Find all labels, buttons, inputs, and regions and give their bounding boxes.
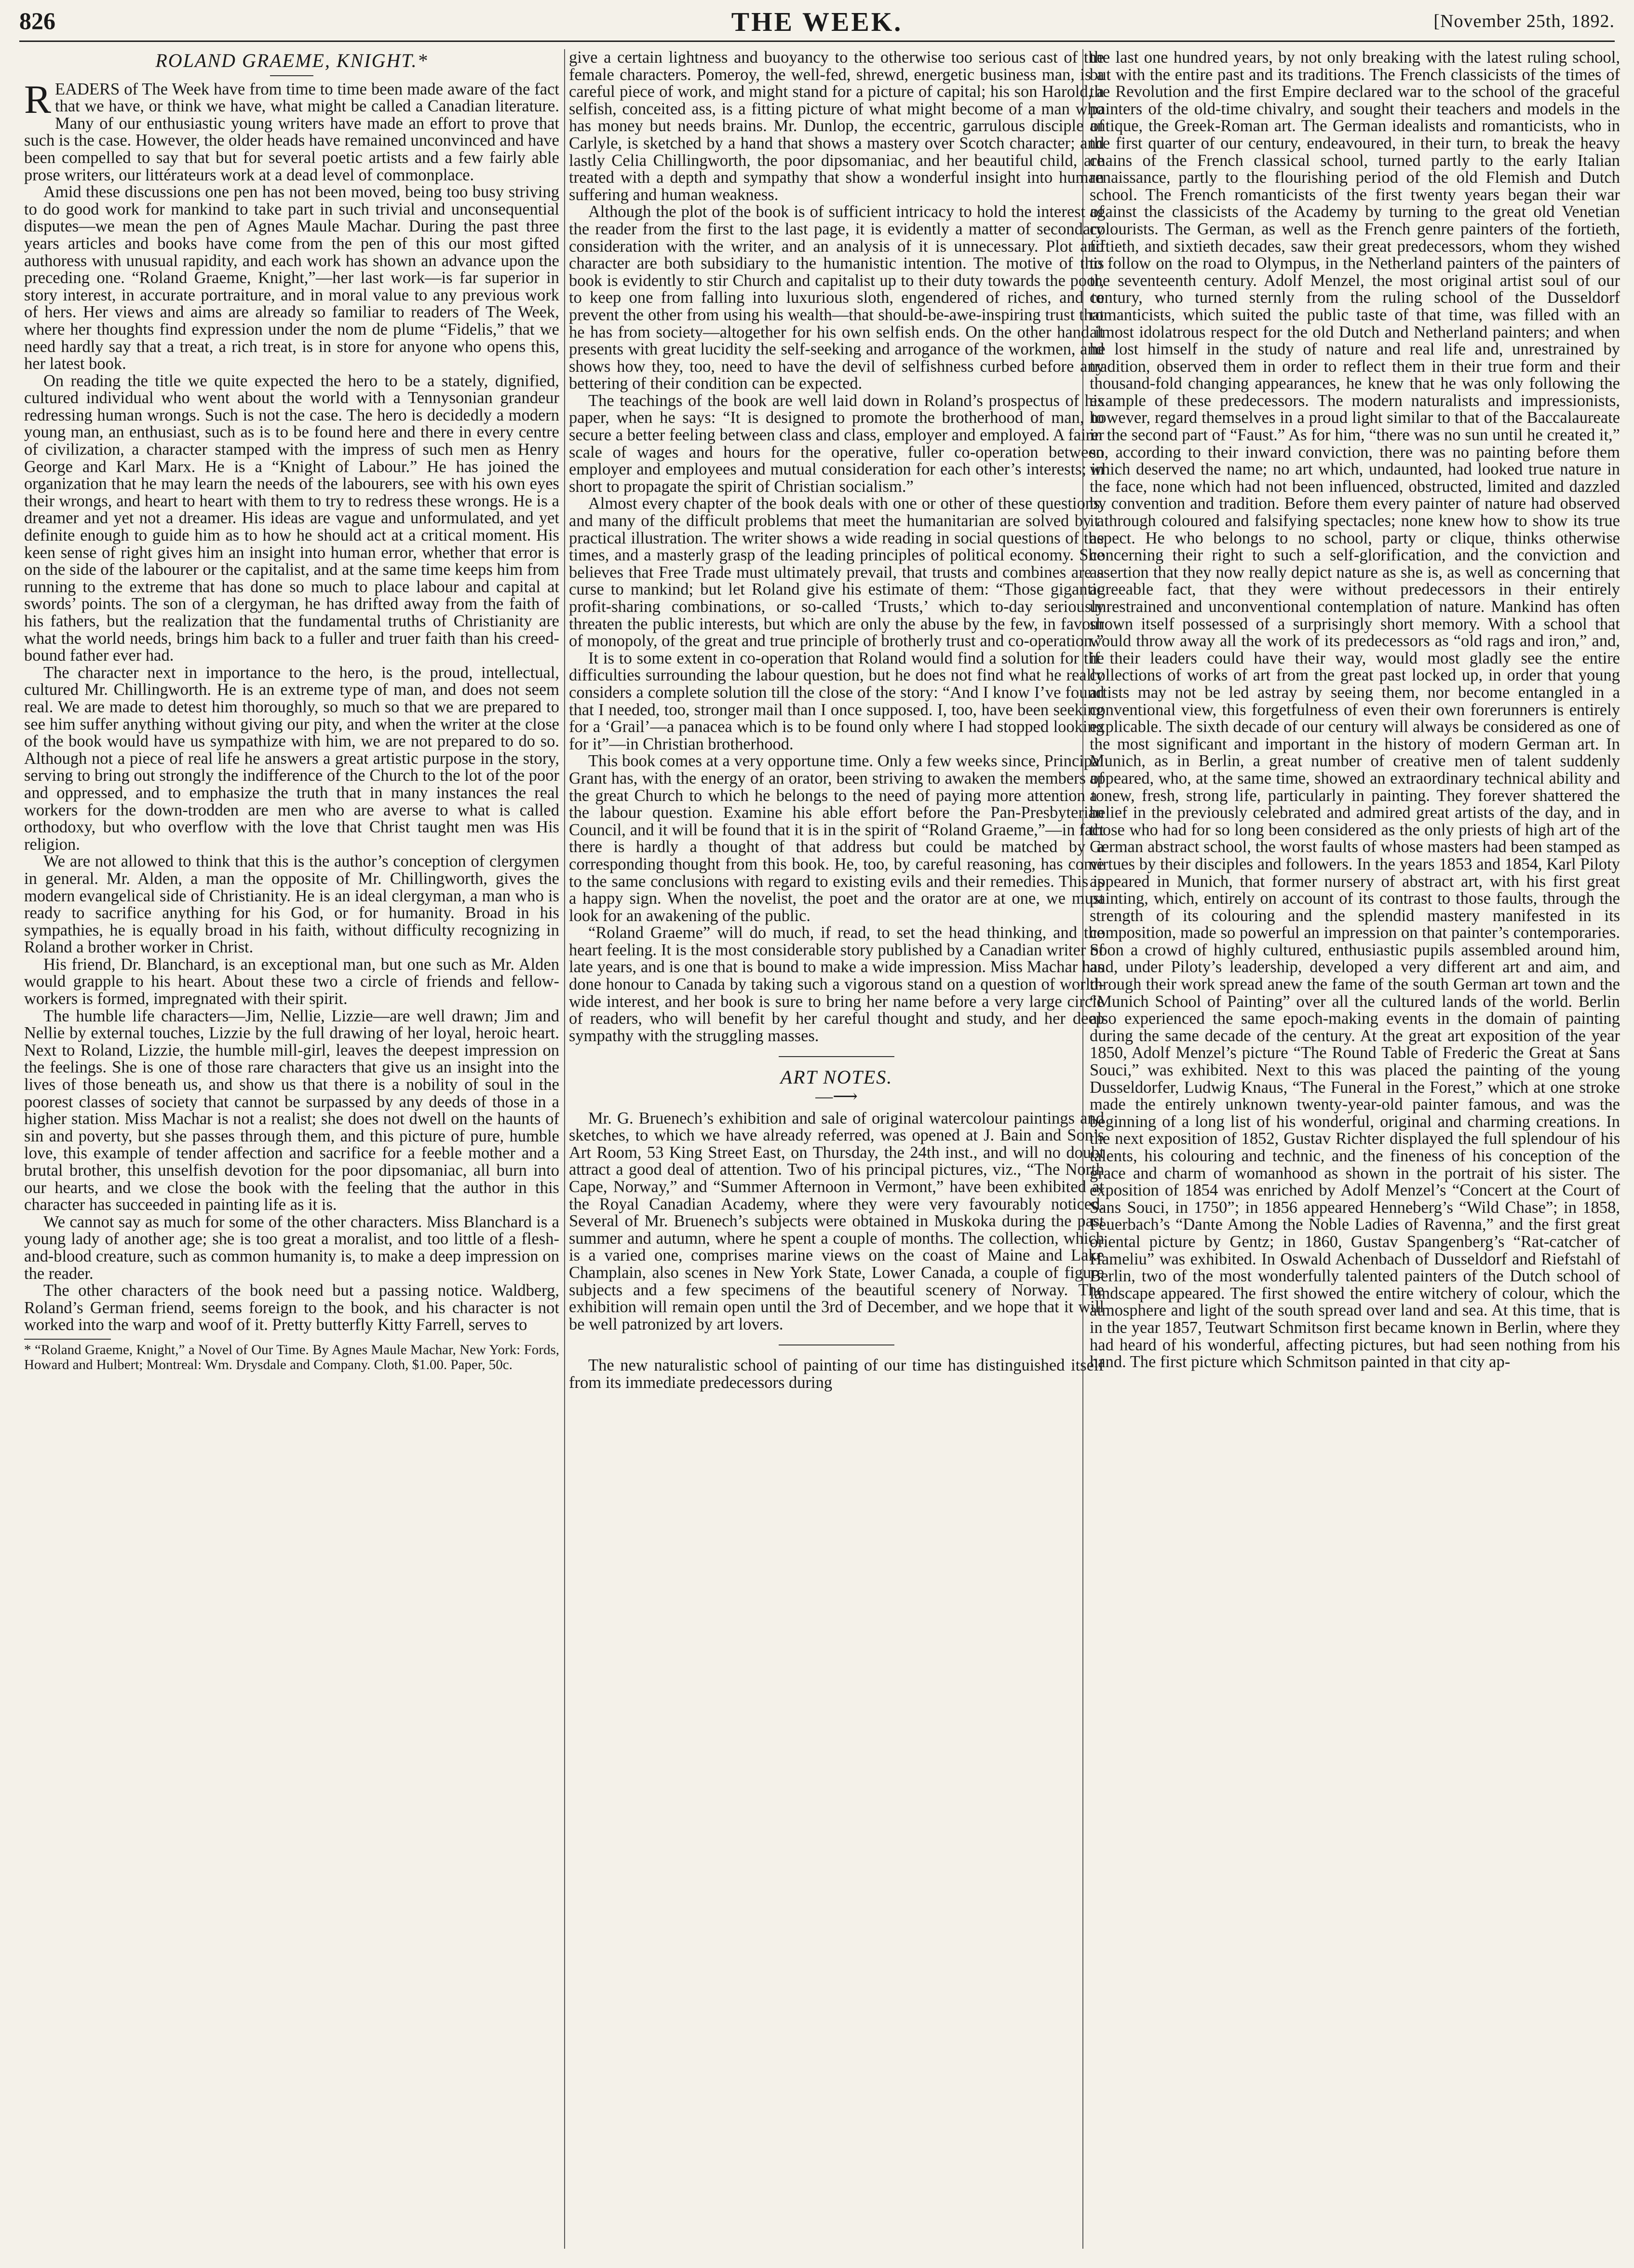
article-paragraph: Amid these discussions one pen has not been moved, being too busy striving to do good work for mankind to take part in such trivial and unconsequential disputes—we mean the pen of Agnes Maule Machar. During the past three years articles and books have come from the pen of this our most gifted authoress with unusual rapidity, and each work has shown an advance upon the preceding one. “Roland Graeme, Knight,”—her last work—is far superior in story interest, in accurate portraiture, and in moral value to any previous work of hers. Her views and aims are already so familiar to readers of The Week, where her thoughts find expression under the nom de plume “Fidelis,” that we need hardly say that a treat, a rich treat, is in store for anyone who opens this, her latest book. <box>24 183 559 373</box>
article-paragraph: The other characters of the book need but a passing notice. Waldberg, Roland’s German friend, seems foreign to the book, and his character is not worked into the warp and woof of it. Pretty butterfly Kitty Farrell, serves to <box>24 1281 559 1334</box>
article-paragraph: The teachings of the book are well laid down in Roland’s prospectus of his paper, when he says: “It is designed to promote the brotherhood of man, to secure a better feeling between class and class, employer and employed. A fairer scale of wages and hours for the operative, fuller co-operation between employer and employees and mutual consideration for each other’s interests; in short to propagate the spirit of Christian socialism.” <box>569 391 1104 496</box>
article-paragraph: give a certain lightness and buoyancy to the otherwise too serious cast of the female characters. Pomeroy, the well-fed, shrewd, energetic business man, is a careful piece of work, and might stand for a picture of capital; his son Harold, a selfish, conceited ass, is a fitting picture of what might become of a man who has money but needs brains. Mr. Dunlop, the eccentric, garrulous disciple of Carlyle, is sketched by a hand that shows a mastery over Scotch character; and lastly Celia Chillingworth, the poor dipsomaniac, and her beautiful child, are treated with a depth and sympathy that show a wonderful insight into human suffering and human weakness. <box>569 48 1104 204</box>
article-heading: ROLAND GRAEME, KNIGHT.* <box>155 50 428 71</box>
art-notes-paragraph: Mr. G. Bruenech’s exhibition and sale of original watercolour paintings and sketches, to which we have already referred, was opened at J. Bain and Son’s Art Room, 53 King Street East, on Thursday, the 24th inst., and will no doubt attract a good deal of attention. Two of his principal pictures, viz., “The North Cape, Norway,” and “Summer Afternoon in Vermont,” have been exhibited at the Royal Canadian Academy, where they were very favourably noticed. Several of Mr. Bruenech’s subjects were obtained in Muskoka during the past summer and autumn, where he spent a couple of months. The collection, which is a varied one, comprises marine views on the coast of Maine and Lake Champlain, also scenes in New York State, Lower Canada, a couple of figure subjects and a few specimens of the beautiful scenery of Norway. The exhibition will remain open until the 3rd of December, and we hope that it will be well patronized by art lovers. <box>569 1109 1104 1333</box>
header-rule <box>19 41 1615 42</box>
article-paragraph: “Roland Graeme” will do much, if read, to set the head thinking, and the heart feeling. It is the most considerable story published by a Canadian writer of late years, and is one that is bound to make a wide impression. Miss Machar has done honour to Canada by taking such a vigorous stand on a question of world-wide interest, and her book is sure to bring her name before a very large circle of readers, who will benefit by her careful thought and study, and her deep sympathy with the struggling masses. <box>569 923 1104 1045</box>
masthead <box>19 7 1615 38</box>
article-paragraph: We cannot say as much for some of the other characters. Miss Blanchard is a young lady of another age; she is too great a moralist, and too little of a flesh-and-blood creature, such as common humanity is, to make a deep impression on the reader. <box>24 1212 559 1283</box>
issue-date: [November 25th, 1892. <box>1433 11 1615 31</box>
article-paragraph: It is to some extent in co-operation that Roland would find a solution for the difficulties surrounding the labour question, but he does not find what he really considers a complete solution till the close of the story: “And I know I’ve found that I needed, too, stronger mail than I once supposed. I, too, have been seeking for a ‘Grail’—a panacea which is to be found only where I had stopped looking for it”—in Christian brotherhood. <box>569 649 1104 753</box>
article-paragraph: We are not allowed to think that this is the author’s conception of clergymen in general. Mr. Alden, a man the opposite of Mr. Chillingworth, gives the modern evangelical side of Christianity. He is an ideal clergyman, a man who is ready to sacrifice anything for his God, or for humanity. Broad in his sympathies, he is equally broad in his faith, without difficulty recognizing in Roland a brother worker in Christ. <box>24 852 559 957</box>
footnote: * “Roland Graeme, Knight,” a Novel of Our Time. By Agnes Maule Machar, New York: Fords, Howard and Hulbert; Montreal: Wm. Drysdale and Company. Cloth, $1.00. Paper, 50c. <box>24 1342 559 1372</box>
article-paragraph: Almost every chapter of the book deals with one or other of these questions, and many of the difficult problems that meet the humanitarian are solved by a practical illustration. The writer shows a wide reading in social questions of the times, and a masterly grasp of the leading principles of political economy. She believes that Free Trade must ultimately prevail, that trusts and combines are a curse to mankind; but let Roland give his estimate of them: “Those gigantic profit-sharing combinations, or so-called ‘Trusts,’ which to-day seriously threaten the public interests, but which are only the abuse by the few, in favour of monopoly, of the great and true principle of brotherly trust and co-operation.” <box>569 494 1104 651</box>
column-1 <box>24 49 559 1372</box>
art-notes-heading: ART NOTES. <box>780 1066 893 1088</box>
column-2 <box>569 49 1104 1392</box>
column-3 <box>1090 49 1620 1371</box>
drop-cap: R <box>24 77 52 122</box>
article-paragraph: On reading the title we quite expected the hero to be a stately, dignified, cultured individual who went about the world with a Tennysonian grandeur redressing human wrongs. Such is not the case. The hero is decidedly a modern young man, an enthusiast, such as is to be found here and there in every centre of civilization, a character stamped with the impress of such men as Henry George and Karl Marx. He is a “Knight of Labour.” He has joined the organization that he may learn the needs of the labourers, see with his own eyes their wrongs, and heart to heart with them to try to redress these wrongs. He is a dreamer and yet not a dreamer. His ideas are vague and unformulated, and yet definite enough to guide him as to how he should act at a critical moment. His keen sense of right gives him an insight into human error, whether that error is on the side of the labourer or the capitalist, and at the same time keeps him from running to the extreme that has done so much to place labour and capital at swords’ points. The son of a clergyman, he has drifted away from the faith of his fathers, but the realization that the fundamental truths of Christianity are what the world needs, brings him back to a fuller and truer faith than his creed-bound father ever had. <box>24 371 559 665</box>
page-number: 826 <box>19 7 55 34</box>
publication-title: THE WEEK. <box>731 7 903 37</box>
art-notes-paragraph: The new naturalistic school of painting of our time has distinguished itself from its immediate predecessors during <box>569 1356 1104 1392</box>
article-paragraph: The humble life characters—Jim, Nellie, Lizzie—are well drawn; Jim and Nellie by external touches, Lizzie by the full drawing of her loyal, heroic heart. Next to Roland, Lizzie, the humble mill-girl, leaves the deepest impression on the feelings. She is one of those rare characters that give us an insight into the lives of those beneath us, and show us that there is a nobility of soul in the poorest classes of society that cannot be surpassed by any deeds of those in a higher station. Miss Machar is not a realist; she does not dwell on the haunts of sin and poverty, but she passes through them, and this picture of pure, humble love, this example of tender affection and sacrifice for a feeble mother and a brutal brother, this unselfish devotion for the poor dipsomaniac, all burn into our hearts, and we close the book with the feeling that the author in this character has succeeded in painting life as it is. <box>24 1006 559 1214</box>
footnote-rule <box>24 1339 111 1340</box>
arrow-ornament-icon: —⟶ <box>815 1086 858 1106</box>
article-paragraph: This book comes at a very opportune time. Only a few weeks since, Principal Grant has, with the energy of an orator, been striving to awaken the members of the great Church to which he belongs to the need of paying more attention to the labour question. Examine his able effort before the Pan-Presbyterian Council, and it will be found that it is in the spirit of “Roland Graeme,”—in fact there is hardly a thought of that address but could be matched by a corresponding thought from this book. He, too, by careful reasoning, has come to the same conclusions with regard to existing evils and their remedies. This is a happy sign. When the novelist, the poet and the orator are at one, we must look for an awakening of the public. <box>569 752 1104 925</box>
article-paragraph: READERS of The Week have from time to time been made aware of the fact that we have, or think we have, what might be called a Canadian literature. Many of our enthusiastic young writers have made an effort to prove that such is the case. However, the older heads have remained unconvinced and have been compelled to say that but for several poetic artists and a few fairly able prose writers, our littérateurs work at a dead level of commonplace. <box>24 77 559 184</box>
section-rule <box>779 1056 894 1057</box>
article-paragraph: The character next in importance to the hero, is the proud, intellectual, cultured Mr. Chillingworth. He is an extreme type of man, and does not seem real. We are made to detest him thoroughly, so much so that we are prepared to see him suffer anything without giving our pity, and when the writer at the close of the book would have us sympathize with him, we are not prepared to do so. Although not a piece of real life he answers a great artistic purpose in the story, serving to bring out strongly the indifference of the Church to the lot of the poor and oppressed, and to emphasize the truth that in many instances the real workers for the down-trodden are men who are averse to what is called orthodoxy, but who overflow with the love that Christ taught men was His religion. <box>24 663 559 854</box>
heading-rule <box>270 75 313 76</box>
article-paragraph: His friend, Dr. Blanchard, is an exceptional man, but one such as Mr. Alden would grapple to his heart. About these two a circle of friends and fellow-workers is formed, impregnated with their spirit. <box>24 955 559 1008</box>
article-paragraph: Although the plot of the book is of sufficient intricacy to hold the interest of the reader from the first to the last page, it is evidently a matter of secondary consideration with the writer, and an analysis of it is unnecessary. Plot and character are both subsidiary to the humanistic intention. The motive of this book is evidently to stir Church and capitalist up to their duty towards the poor, to keep one from falling into luxurious sloth, engendered of riches, and to prevent the other from using his wealth—that should-be-awe-inspiring trust that he has from society—altogether for his own selfish ends. On the other hand it presents with great lucidity the self-seeking and arrogance of the workmen, and shows how they, too, need to have the devil of selfishness curbed before any bettering of their condition can be expected. <box>569 203 1104 393</box>
art-notes-paragraph: the last one hundred years, by not only breaking with the latest ruling school, but with the entire past and its traditions. The French classicists of the times of the Revolution and the first Empire declared war to the school of the graceful painters of the old-time chivalry, and sought their teachers and models in the antique, the Greek-Roman art. The German idealists and romanticists, who in the first quarter of our century, endeavoured, in their turn, to break the heavy chains of the French classical school, turned partly to the early Italian renaissance, partly to the flourishing period of the old Flemish and Dutch school. The French romanticists of the first twenty years began their war against the classicists of the Academy by turning to the great old Venetian colourists. The German, as well as the French genre painters of the fortieth, fiftieth, and sixtieth decades, saw their great predecessors, whom they wished to follow on the road to Olympus, in the Netherland painters of the painters of the seventeenth century. Adolf Menzel, the most original artist soul of our century, who turned sternly from the ruling school of the Dusseldorf romanticists, which suited the public taste of that time, was filled with an almost idolatrous respect for the old Dutch and Netherland painters; and when he lost himself in the study of nature and real life and, unrestrained by tradition, observed them in order to reflect them in their true form and their thousand-fold changing appearances, he knew that he was only following the example of these predecessors. The modern naturalists and impressionists, however, regard themselves in a proud light similar to that of the Baccalaureate in the second part of “Faust.” As for him, “there was no sun until he created it,” so, according to their inward conviction, there was no painting before them which deserved the name; no art which, undaunted, had looked true nature in the face, none which had not been influenced, obstructed, limited and dazzled by convention and tradition. Before them every painter of nature had observed it through coloured and falsifying spectacles; none knew how to show its true aspect. He who belongs to no school, party or clique, thinks otherwise concerning their right to such a self-glorification, and the conviction and assertion that they now really depict nature as she is, as well as concerning that agreeable fact, that they were without predecessors in their entirely unrestrained and unconventional contemplation of nature. Mankind has often shown itself possessed of a surprisingly short memory. With a school that would throw away all the work of its predecessors as “old rags and iron,” and, if their leaders could have their way, would most gladly see the entire collections of works of art from the great past locked up, in order that young artists may not be led astray by seeing them, nor become entangled in a conventional view, this forgetfulness of even their own forerunners is entirely explicable. The sixth decade of our century will always be considered as one of the most significant and important in the history of modern German art. In Munich, as in Berlin, a great number of creative men of talent suddenly appeared, who, at the same time, showed an extraordinary technical ability and a new, fresh, strong life, particularly in painting. They forever shattered the belief in the previously celebrated and admired great artists of the day, and in those who had for so long been considered as the only priests of high art of the German abstract school, the worst faults of whose masters had been stamped as virtues by their disciples and followers. In the years 1853 and 1854, Karl Piloty appeared in Munich, that former nursery of abstract art, with his first great painting, which, entirely on account of its contrast to those faults, through the strength of its colouring and the splendid mastery manifested in its composition, made so powerful an impression on that painter’s contemporaries. Soon a crowd of highly cultured, enthusiastic pupils assembled around him, and, under Piloty’s leadership, developed a very different art and aim, and through their work spread anew the fame of the south German art town and the “Munich School of Painting” over all the cultured lands of the world. Berlin also experienced the same epoch-making events in the domain of painting during the same decade of the century. At the great art exposition of the year 1850, Adolf Menzel’s picture “The Round Table of Frederic the Great at Sans Souci,” was exhibited. Next to this was placed the painting of the young Dusseldorfer, Ludwig Knaus, “The Funeral in the Forest,” which at one stroke made the entirely unknown twenty-year-old painter famous, and was the beginning of a long list of his wonderful, original and charming creations. In the next exposition of 1852, Gustav Richter displayed the full splendour of his talents, his colouring and technic, and the fineness of his conception of the grace and charm of womanhood as shown in the portrait of his sister. The exposition of 1854 was enriched by Adolf Menzel’s “Concert at the Court of Sans Souci, in 1750”; in 1856 appeared Henneberg’s “Wild Chase”; in 1858, Feuerbach’s “Dante Among the Noble Ladies of Ravenna,” and the first great oriental picture by Gentz; in 1860, Gustav Spangenberg’s “Rat-catcher of Hameliu” was exhibited. In Oswald Achenbach of Dusseldorf and Riefstahl of Berlin, two of the most wonderfully talented painters of the Dutch school of landscape appeared. The first showed the entire witchery of colour, which the atmosphere and light of the south spread over land and sea. At this time, that is in the year 1857, Teutwart Schmitson first became known in Berlin, where they had heard of his wonderful, affecting pictures, but had seen nothing from his hand. The first picture which Schmitson painted in that city ap- <box>1090 48 1620 1372</box>
column-divider <box>564 49 565 2249</box>
